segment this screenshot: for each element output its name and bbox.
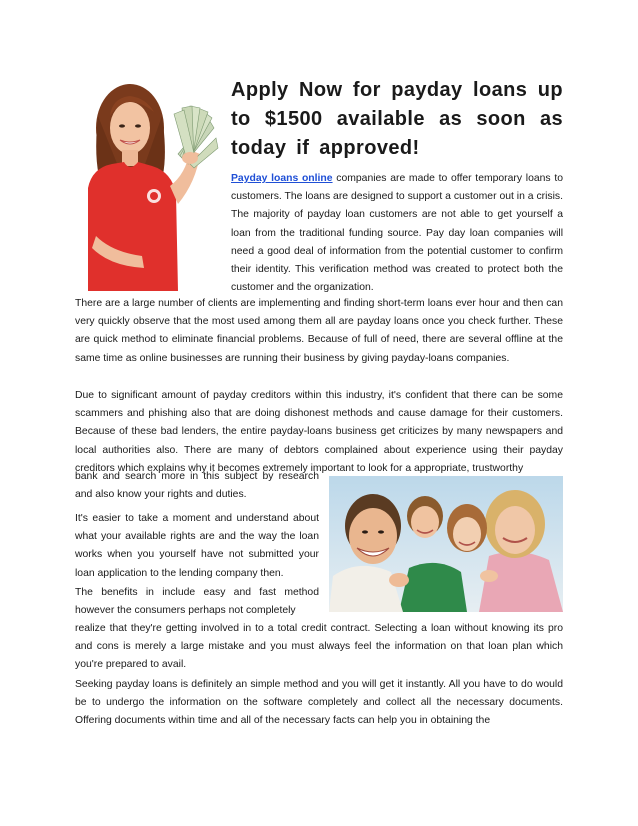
headline: Apply Now for payday loans up to $1500 available as soon as today if approved! xyxy=(231,79,563,159)
intro-text: companies are made to offer temporary loans to customers. The loans are designed to support a customer out in a crisis. The majority of payday loan customers are not able to get yourself a loan from the traditional funding source. Pay day loan companies will need a good deal of information from the potential customer to confirm their identity. This verification method was created to protect both the customer and the organization. xyxy=(231,173,563,294)
paragraph-3: It's easier to take a moment and understand about what your available rights are and the way the loan works when you yourself have not submitted your loan application to the lending company then. xyxy=(75,513,319,579)
payday-loans-online-link[interactable]: Payday loans online xyxy=(231,173,333,184)
paragraph-1: There are a large number of clients are implementing and finding short-term loans ever hour and then can very quickly observe that the most used among them all are payday loans once you check further. These are quick method to eliminate financial problems. Because of full of need, there are several offline at the same time as online businesses are running their business by giving payday-loans companies. xyxy=(75,298,563,364)
intro-paragraph xyxy=(231,170,563,297)
paragraph-4-start: The benefits in include easy and fast method however the consumers perhaps not completely xyxy=(75,587,319,617)
paragraph-2: Due to significant amount of payday creditors within this industry, it's confident that there can be some scammers and phishing also that are doing dishonest methods and cause damage for their customers. Because of these bad lenders, the entire payday-loans business get criticizes by many newspapers and local authorities also. There are many of debtors complained about experience using their payday creditors which explains why it becomes extremely important to look for a appropriate, trustworthy xyxy=(75,390,563,474)
paragraph-5: Seeking payday loans is definitely an simple method and you will get it instantly. All you have to do would be to undergo the information on the software completely and collect all the necessary documents. Offering documents within time and all of the necessary facts can help you in obtaining the xyxy=(75,679,563,727)
woman-with-money-image xyxy=(82,76,220,291)
paragraph-4-end: realize that they're getting involved in to a total credit contract. Selecting a loan without knowing its pro and cons is merely a large mistake and you must always feel the information on that loan plan which you're prepared to avail. xyxy=(75,623,563,671)
paragraph-2-continued: bank and search more in this subject by research and also know your rights and duties. xyxy=(75,471,319,501)
family-image xyxy=(329,476,563,612)
